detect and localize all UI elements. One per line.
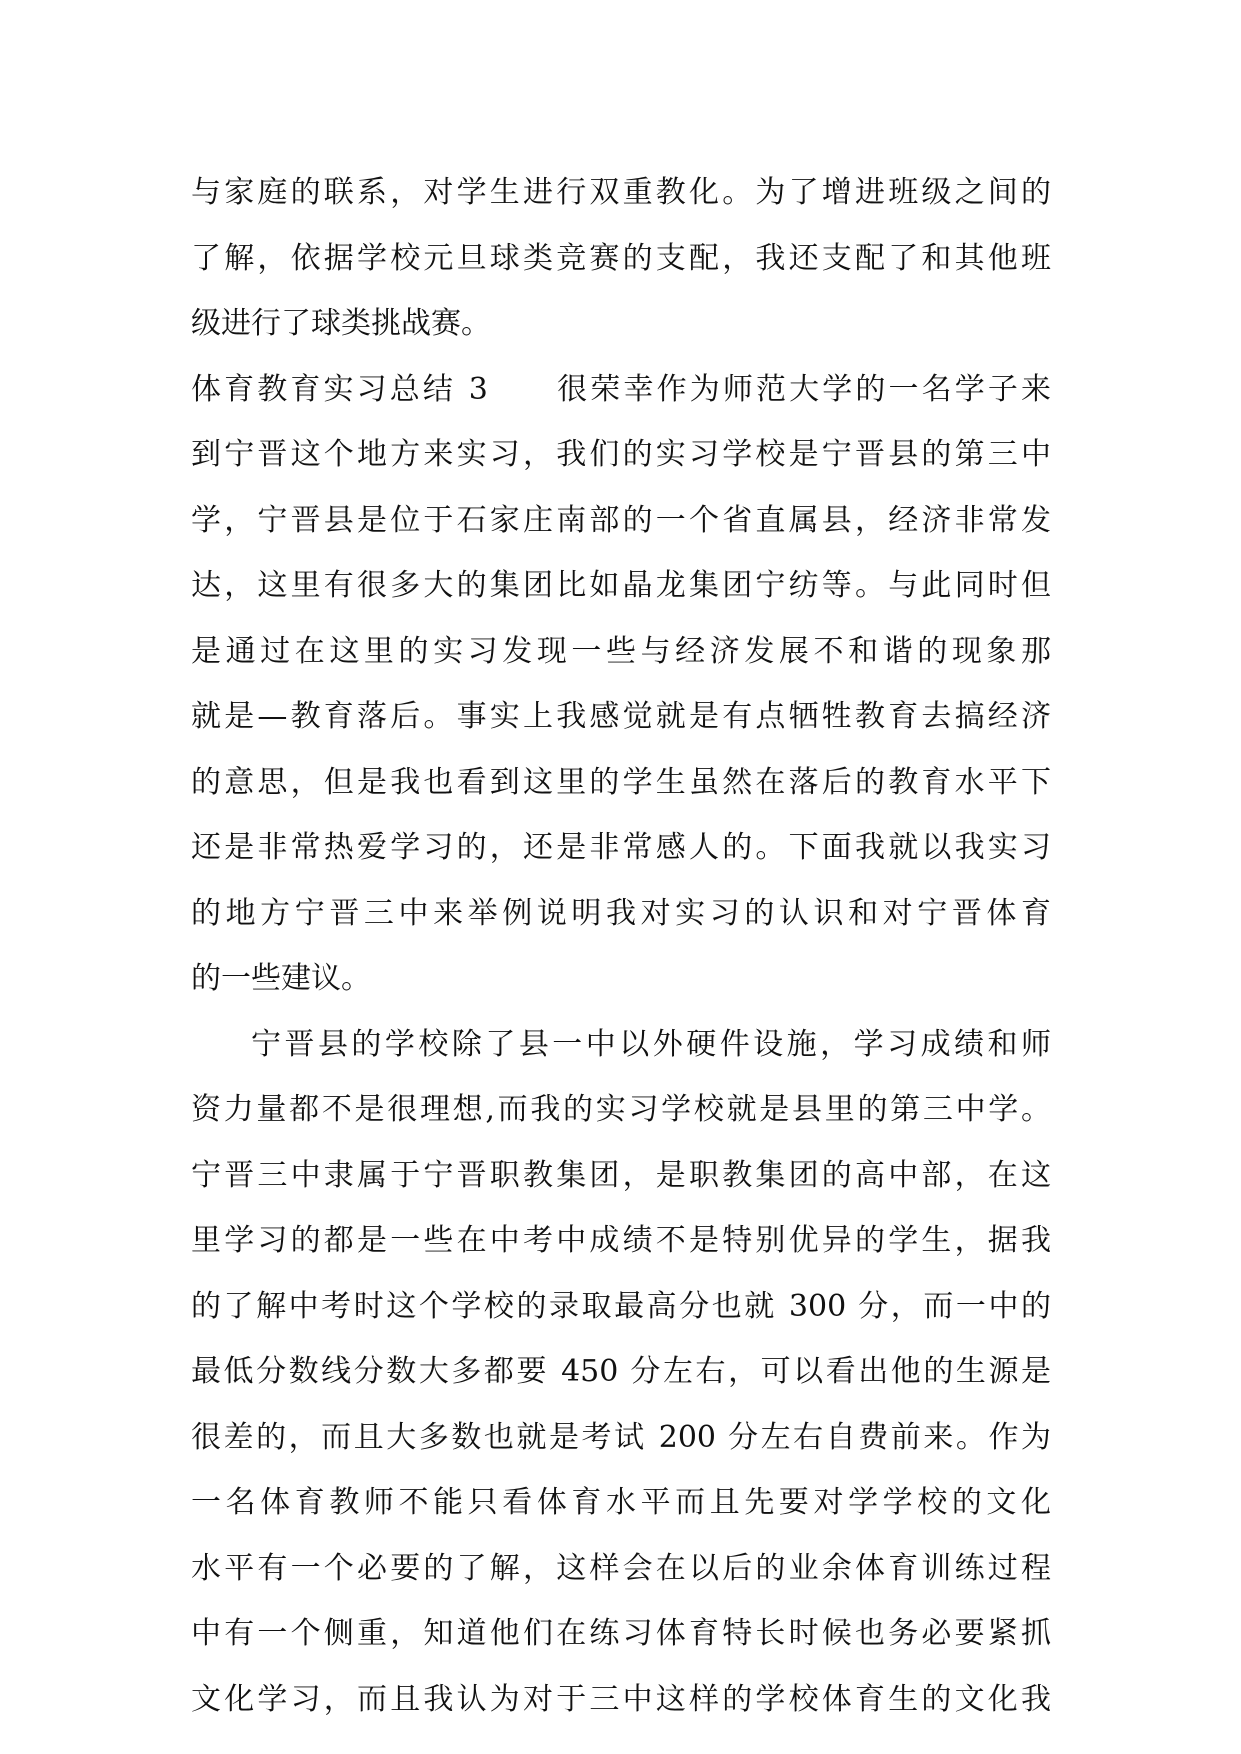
text-line: 了解，依据学校元旦球类竞赛的支配，我还支配了和其他班: [191, 240, 1051, 276]
text-line: 的了解中考时这个学校的录取最高分也就 300 分，而一中的: [191, 1288, 1051, 1324]
text-line: 的一些建议。: [191, 961, 371, 996]
text-line: 里学习的都是一些在中考中成绩不是特别优异的学生，据我: [191, 1223, 1051, 1258]
text-line: 水平有一个必要的了解，这样会在以后的业余体育训练过程: [191, 1550, 1051, 1586]
section-heading-line: 体育教育实习总结 3 很荣幸作为师范大学的一名学子来: [191, 371, 1051, 407]
text-line: 到宁晋这个地方来实习，我们的实习学校是宁晋县的第三中: [191, 437, 1051, 472]
text-line: 最低分数线分数大多都要 450 分左右，可以看出他的生源是: [191, 1354, 1051, 1389]
text-line: 与家庭的联系，对学生进行双重教化。为了增进班级之间的: [191, 175, 1051, 210]
text-line: 就是—教育落后。事实上我感觉就是有点牺牲教育去搞经济: [191, 699, 1051, 734]
text-line: 一名体育教师不能只看体育水平而且先要对学学校的文化: [191, 1485, 1051, 1520]
text-line: 中有一个侧重，知道他们在练习体育特长时候也务必要紧抓: [191, 1616, 1051, 1651]
text-line: 达，这里有很多大的集团比如晶龙集团宁纺等。与此同时但: [191, 568, 1051, 603]
text-line: 学，宁晋县是位于石家庄南部的一个省直属县，经济非常发: [191, 502, 1051, 538]
text-line: 文化学习，而且我认为对于三中这样的学校体育生的文化我: [191, 1681, 1051, 1717]
paragraph-first-line: 宁晋县的学校除了县一中以外硬件设施，学习成绩和师: [251, 1026, 1051, 1062]
text-line: 是通过在这里的实习发现一些与经济发展不和谐的现象那: [191, 633, 1051, 669]
document-body: [191, 160, 1051, 1732]
text-line: 还是非常热爱学习的，还是非常感人的。下面我就以我实习: [191, 830, 1051, 865]
text-line: 的意思，但是我也看到这里的学生虽然在落后的教育水平下: [191, 764, 1051, 800]
text-line: 很差的，而且大多数也就是考试 200 分左右自费前来。作为: [191, 1419, 1051, 1455]
text-line: 级进行了球类挑战赛。: [191, 306, 491, 341]
text-line: 的地方宁晋三中来举例说明我对实习的认识和对宁晋体育: [191, 895, 1051, 931]
text-line: 宁晋三中隶属于宁晋职教集团，是职教集团的高中部，在这: [191, 1157, 1051, 1193]
text-line: 资力量都不是很理想,而我的实习学校就是县里的第三中学。: [191, 1092, 1051, 1127]
